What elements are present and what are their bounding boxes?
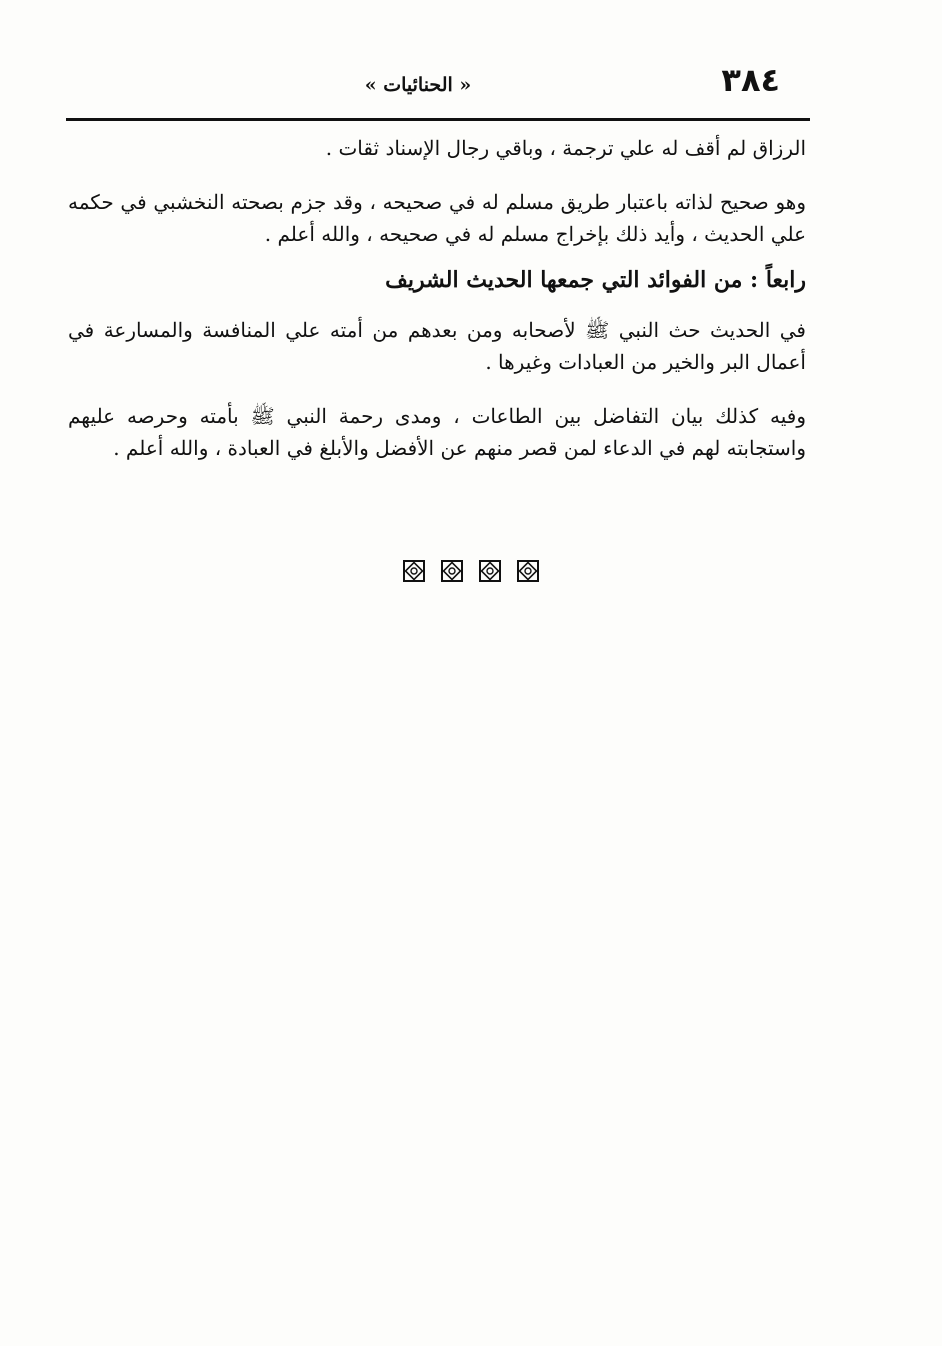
paragraph-4: وفيه كذلك بيان التفاضل بين الطاعات ، ومدى رحمة النبي ﷺ بأمته وحرصه عليهم واستجابته لهم في الدعاء لمن قصر منهم عن الأفضل والأبلغ في العبادة ، والله أعلم . [68, 404, 806, 460]
ornament-square-icon [479, 560, 501, 582]
header-rule [66, 118, 810, 121]
paragraph-1: الرزاق لم أقف له علي ترجمة ، وباقي رجال الإسناد ثقات . [325, 136, 806, 160]
page-header [66, 62, 810, 102]
section-end-ornaments [0, 560, 942, 582]
running-title: « الحنائيات » [364, 74, 472, 96]
ornament-square-icon [441, 560, 463, 582]
paragraph-2: وهو صحيح لذاته باعتبار طريق مسلم له في صحيحه ، وقد جزم بصحته النخشبي في حكمه علي الحديث ، وأيد ذلك بإخراج مسلم له في صحيحه ، والله أعلم . [68, 190, 806, 246]
page-number: ٣٨٤ [721, 61, 780, 99]
ornament-square-icon [517, 560, 539, 582]
section-heading: رابعاً : من الفوائد التي جمعها الحديث الشريف [385, 267, 806, 293]
paragraph-3: في الحديث حث النبي ﷺ لأصحابه ومن بعدهم من أمته علي المنافسة والمسارعة في أعمال البر والخير من العبادات وغيرها . [68, 318, 806, 374]
page-content [68, 128, 806, 464]
ornament-square-icon [403, 560, 425, 582]
